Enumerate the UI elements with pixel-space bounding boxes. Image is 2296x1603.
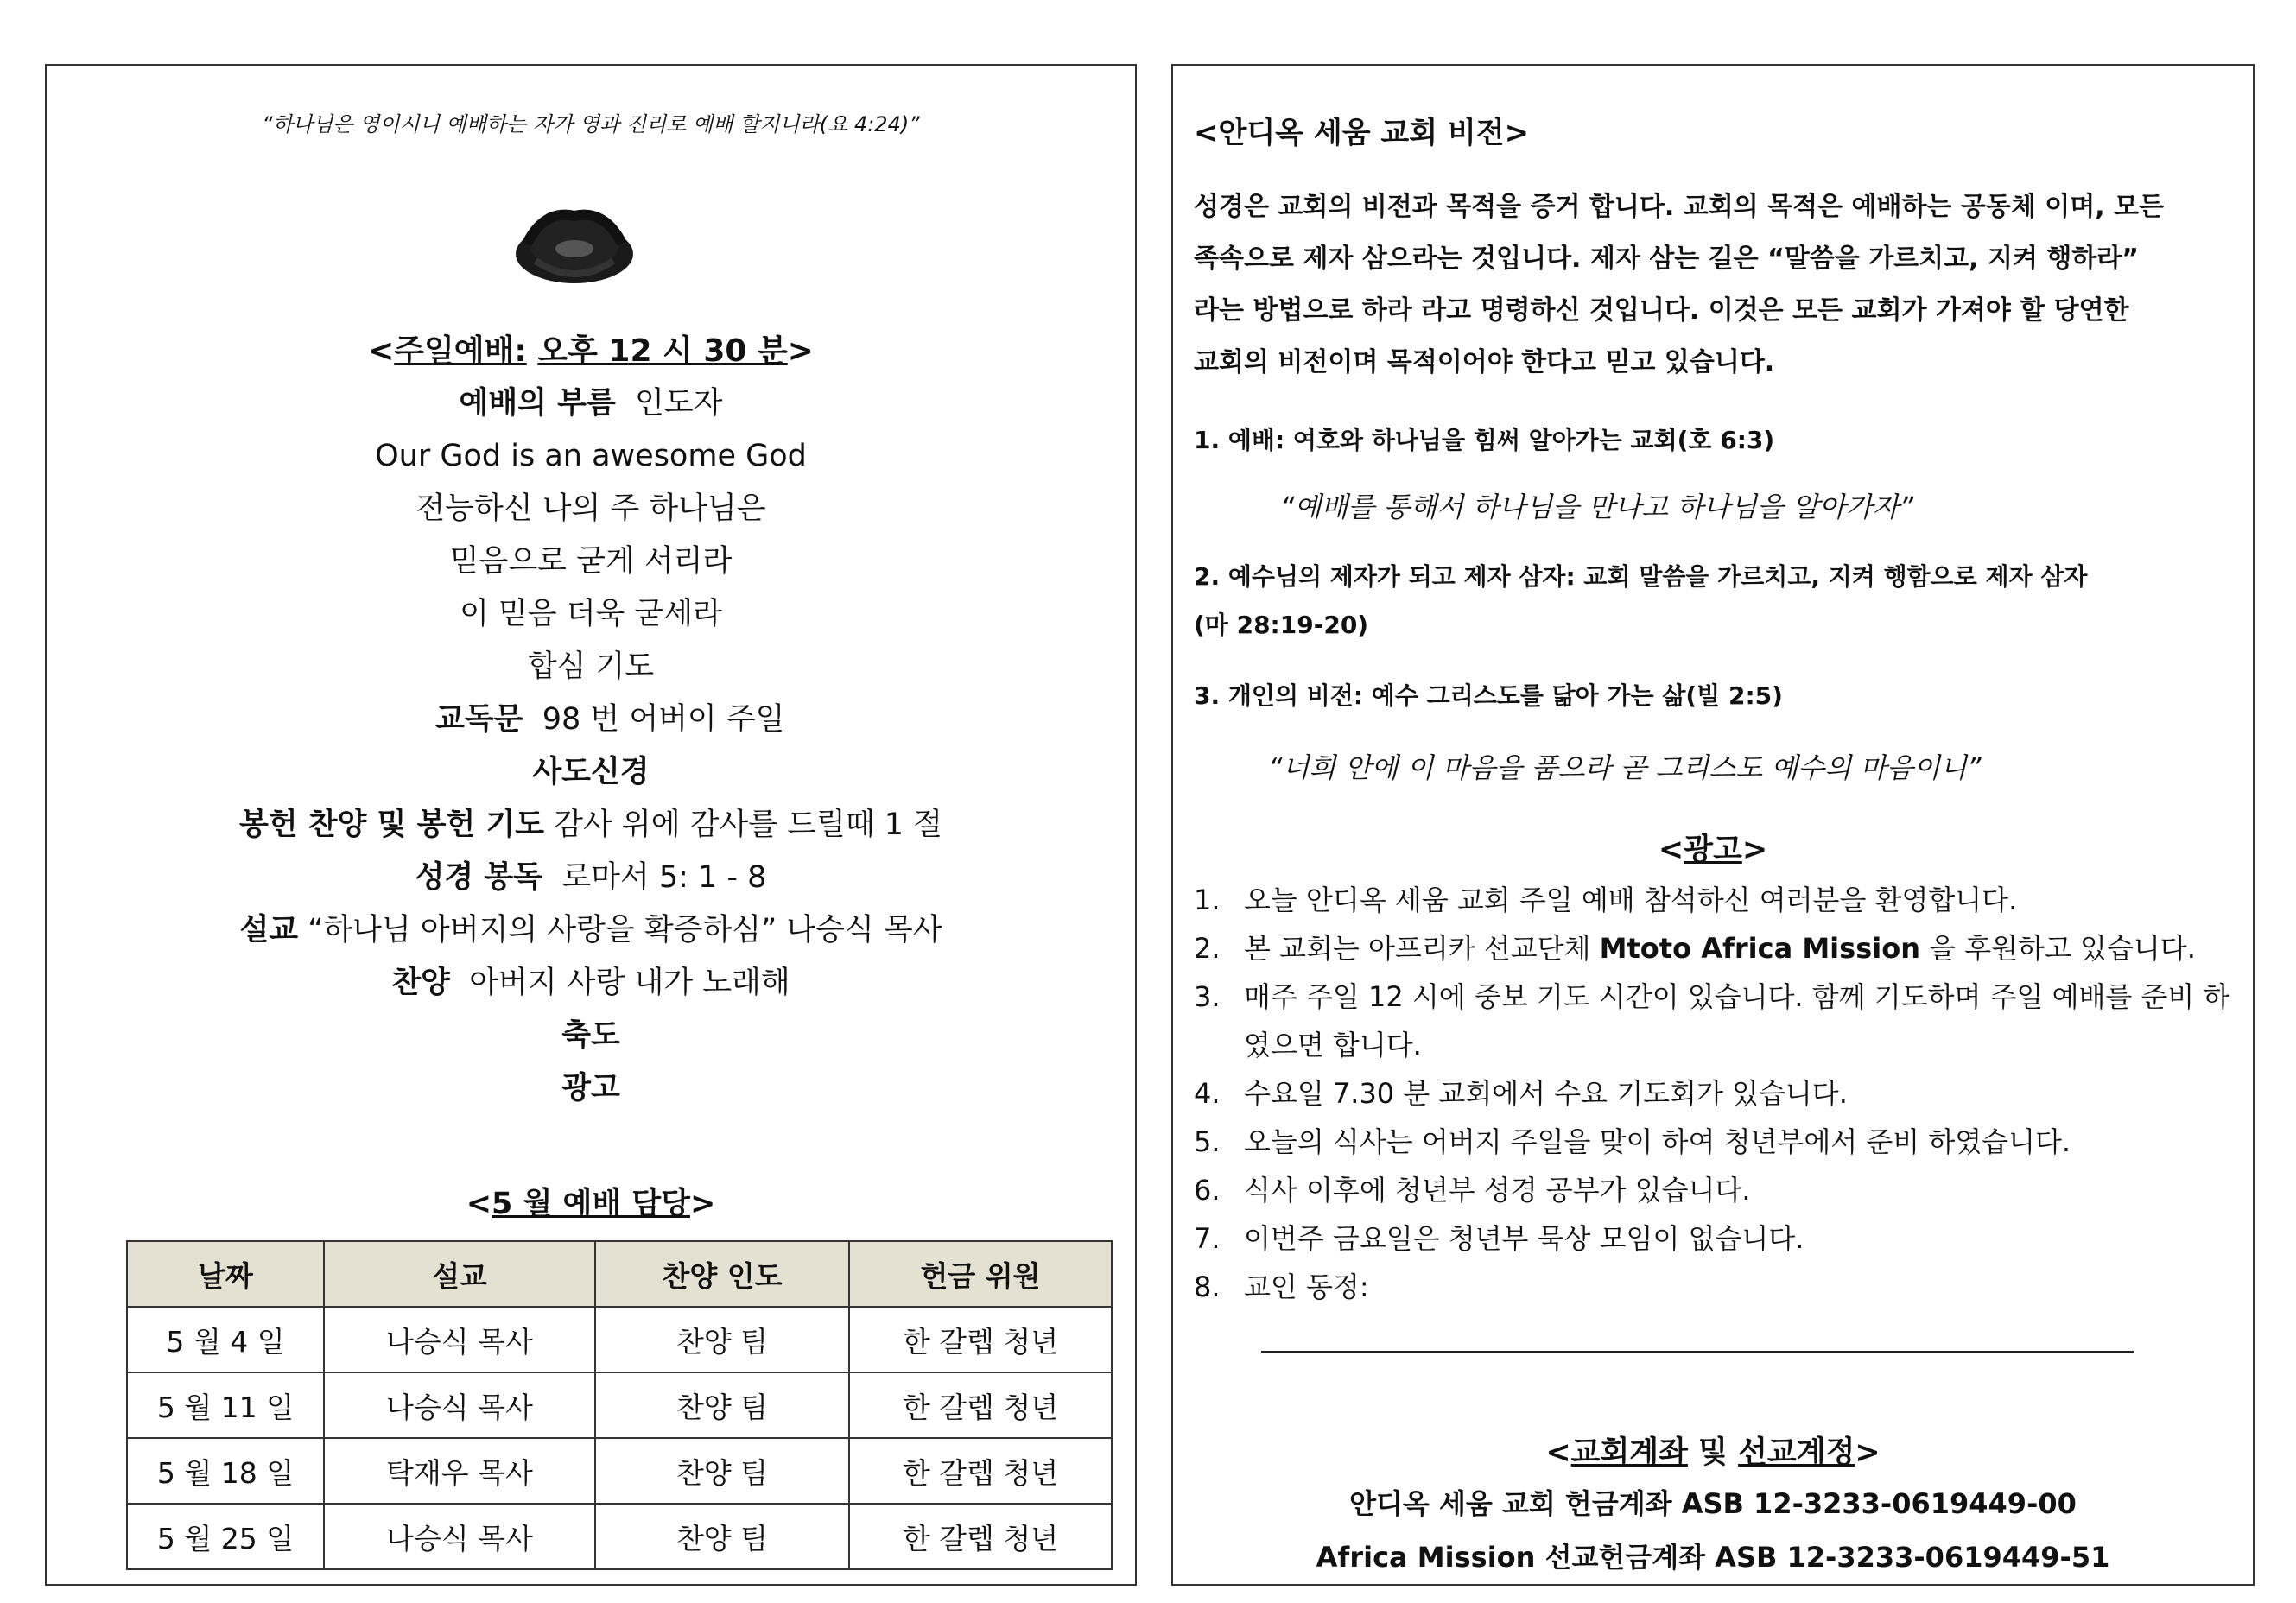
song-line: Our God is an awesome God bbox=[375, 439, 807, 473]
table-cell: 5 월 18 일 bbox=[127, 1438, 324, 1504]
church-vision-panel bbox=[1171, 64, 2255, 1586]
list-item: 8. 교인 동정: bbox=[1194, 1270, 1369, 1303]
table-cell: 한 갈렙 청년 bbox=[849, 1372, 1112, 1438]
accounts-title: <교회계좌 및 선교계정> bbox=[1545, 1435, 1881, 1470]
list-item: 3. 매주 주일 12 시에 중보 기도 시간이 있습니다. 함께 기도하며 주일 예배를 준비 하였으면 합니다. bbox=[1194, 980, 2230, 1061]
table-cell: 찬양 팀 bbox=[595, 1438, 849, 1504]
table-cell: 나승식 목사 bbox=[324, 1307, 595, 1372]
order-of-service bbox=[47, 325, 1135, 1115]
table-header-row bbox=[127, 1241, 1112, 1307]
vision-item-1: 1. 예배: 여호와 하나님을 힘써 알아가는 교회(호 6:3) bbox=[1194, 426, 1775, 454]
column-header: 찬양 인도 bbox=[595, 1241, 849, 1307]
crown-of-thorns-icon bbox=[510, 192, 639, 295]
table-cell: 탁재우 목사 bbox=[324, 1438, 595, 1504]
vision-line: 교회의 비전이며 목적이어야 한다고 믿고 있습니다. bbox=[1194, 347, 1775, 377]
vision-item-2: 2. 예수님의 제자가 되고 제자 삼자: 교회 말씀을 가르치고, 지켜 행함으로 제자 삼자 bbox=[1194, 562, 2088, 591]
table-cell: 한 갈렙 청년 bbox=[849, 1504, 1112, 1569]
praise: 찬양 아버지 사랑 내가 노래해 bbox=[391, 966, 790, 1000]
schedule-table bbox=[126, 1240, 1113, 1570]
list-item: 7. 이번주 금요일은 청년부 묵상 모임이 없습니다. bbox=[1194, 1222, 1804, 1255]
table-cell: 나승식 목사 bbox=[324, 1504, 595, 1569]
order-of-service-panel bbox=[45, 64, 1137, 1586]
table-cell: 찬양 팀 bbox=[595, 1372, 849, 1438]
vision-item-3: 3. 개인의 비전: 예수 그리스도를 닮아 가는 삶(빌 2:5) bbox=[1194, 681, 1783, 710]
schedule-title: <5 월 예배 담당> bbox=[466, 1187, 716, 1221]
call-to-worship: 예배의 부름 인도자 bbox=[459, 386, 723, 421]
announcements-label: 광고 bbox=[561, 1071, 620, 1106]
table-row bbox=[127, 1372, 1112, 1438]
table-cell: 한 갈렙 청년 bbox=[849, 1307, 1112, 1372]
column-header: 날짜 bbox=[127, 1241, 324, 1307]
column-header: 설교 bbox=[324, 1241, 595, 1307]
table-row bbox=[127, 1504, 1112, 1569]
table-cell: 5 월 25 일 bbox=[127, 1504, 324, 1569]
mission-account: Africa Mission 선교헌금계좌 ASB 12-3233-0619449-51 bbox=[1316, 1541, 2110, 1574]
unison-prayer: 합심 기도 bbox=[527, 649, 655, 684]
vision-title: <안디옥 세움 교회 비전> bbox=[1194, 116, 1530, 150]
church-account: 안디옥 세움 교회 헌금계좌 ASB 12-3233-0619449-00 bbox=[1349, 1487, 2077, 1520]
apostles-creed: 사도신경 bbox=[532, 755, 650, 789]
responsive-reading: 교독문 98 번 어버이 주일 bbox=[435, 702, 785, 737]
vision-item-2-ref: (마 28:19-20) bbox=[1194, 611, 1369, 639]
table-row bbox=[127, 1307, 1112, 1372]
list-item: 2. 본 교회는 아프리카 선교단체 Mtoto Africa Mission 을 후원하고 있습니다. bbox=[1194, 932, 2196, 965]
service-header: <주일예배: 오후 12 시 30 분> bbox=[368, 333, 814, 369]
table-cell: 나승식 목사 bbox=[324, 1372, 595, 1438]
list-item: 1. 오늘 안디옥 세움 교회 주일 예배 참석하신 여러분을 환영합니다. bbox=[1194, 884, 2018, 916]
song-line: 이 믿음 더욱 굳세라 bbox=[460, 597, 722, 631]
vision-line: 라는 방법으로 하라 라고 명령하신 것입니다. 이것은 모든 교회가 가져야 할 당연한 bbox=[1194, 295, 2129, 326]
table-cell: 5 월 11 일 bbox=[127, 1372, 324, 1438]
song-line: 믿음으로 굳게 서리라 bbox=[449, 544, 733, 579]
offering: 봉헌 찬양 및 봉헌 기도 감사 위에 감사를 드릴때 1 절 bbox=[239, 808, 942, 842]
scripture-reading: 성경 봉독 로마서 5: 1 - 8 bbox=[415, 860, 767, 895]
list-item: 6. 식사 이후에 청년부 성경 공부가 있습니다. bbox=[1194, 1174, 1751, 1207]
column-header: 헌금 위원 bbox=[849, 1241, 1112, 1307]
vision-quote-1: “예배를 통해서 하나님을 만나고 하나님을 알아가자” bbox=[1280, 491, 1914, 523]
table-cell: 5 월 4 일 bbox=[127, 1307, 324, 1372]
notices-title: <광고> bbox=[1658, 833, 1768, 867]
table-cell: 찬양 팀 bbox=[595, 1504, 849, 1569]
table-row bbox=[127, 1438, 1112, 1504]
benediction: 축도 bbox=[561, 1018, 620, 1053]
notices-list bbox=[1194, 876, 2230, 1311]
vision-paragraph bbox=[1194, 181, 2230, 389]
list-item: 5. 오늘의 식사는 어버지 주일을 맞이 하여 청년부에서 준비 하였습니다. bbox=[1194, 1125, 2071, 1158]
vision-line: 족속으로 제자 삼으라는 것입니다. 제자 삼는 길은 “말씀을 가르치고, 지켜 행하라” bbox=[1194, 244, 2140, 274]
song-line: 전능하신 나의 주 하나님은 bbox=[415, 491, 766, 526]
member-news-line bbox=[1261, 1351, 2134, 1353]
scripture-verse: “하나님은 영이시니 예배하는 자가 영과 진리로 예배 할지니라(요 4:24)” bbox=[262, 112, 920, 136]
sermon: 설교 “하나님 아버지의 사랑을 확증하심” 나승식 목사 bbox=[239, 913, 942, 947]
vision-line: 성경은 교회의 비전과 목적을 증거 합니다. 교회의 목적은 예배하는 공동체 이며, 모든 bbox=[1194, 192, 2164, 222]
vision-quote-3: “너희 안에 이 마음을 품으라 곧 그리스도 예수의 마음이니” bbox=[1268, 751, 1982, 784]
table-cell: 찬양 팀 bbox=[595, 1307, 849, 1372]
table-cell: 한 갈렙 청년 bbox=[849, 1438, 1112, 1504]
list-item: 4. 수요일 7.30 분 교회에서 수요 기도회가 있습니다. bbox=[1194, 1077, 1848, 1110]
